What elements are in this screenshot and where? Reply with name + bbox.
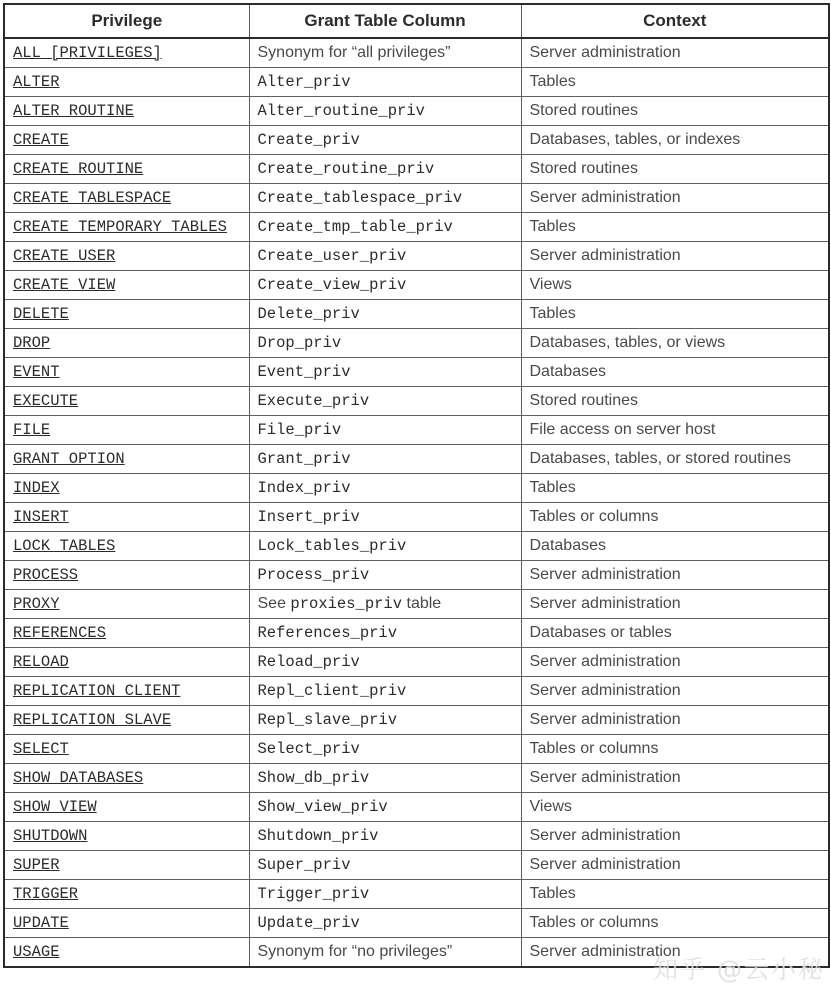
privilege-cell <box>4 561 249 590</box>
table-row <box>4 619 829 648</box>
privilege-cell <box>4 590 249 619</box>
privilege-link[interactable]: EVENT <box>13 363 60 381</box>
table-row <box>4 387 829 416</box>
table-row <box>4 590 829 619</box>
privilege-link[interactable]: SHOW DATABASES <box>13 769 144 787</box>
grant-cell <box>249 532 521 561</box>
grant-cell <box>249 184 521 213</box>
table-row <box>4 242 829 271</box>
context-cell: Server administration <box>521 561 829 590</box>
grant-cell <box>249 300 521 329</box>
context-cell: Server administration <box>521 706 829 735</box>
grant-cell <box>249 851 521 880</box>
privilege-link[interactable]: DELETE <box>13 305 69 323</box>
context-cell: Stored routines <box>521 387 829 416</box>
grant-code-text: Repl_client_priv <box>257 682 407 700</box>
context-cell: Tables <box>521 880 829 909</box>
privilege-cell <box>4 648 249 677</box>
table-row <box>4 938 829 968</box>
grant-cell <box>249 822 521 851</box>
grant-code-text: Super_priv <box>257 856 351 874</box>
table-row <box>4 445 829 474</box>
privilege-cell <box>4 474 249 503</box>
grant-cell <box>249 126 521 155</box>
privilege-link[interactable]: PROXY <box>13 595 60 613</box>
table-header <box>4 4 829 38</box>
grant-code-text: Alter_routine_priv <box>257 102 425 120</box>
grant-cell <box>249 38 521 68</box>
context-cell: Databases, tables, or indexes <box>521 126 829 155</box>
privilege-cell <box>4 358 249 387</box>
table-row <box>4 155 829 184</box>
privilege-cell <box>4 445 249 474</box>
grant-cell <box>249 242 521 271</box>
table-row <box>4 126 829 155</box>
grant-plain-text: Synonym for “all privileges” <box>257 44 451 61</box>
grant-cell <box>249 648 521 677</box>
context-cell: Stored routines <box>521 97 829 126</box>
grant-code-text: Show_db_priv <box>257 769 370 787</box>
grant-code-text: Create_tmp_table_priv <box>257 218 453 236</box>
grant-code-text: Create_routine_priv <box>257 160 435 178</box>
context-cell: Server administration <box>521 851 829 880</box>
table-row <box>4 851 829 880</box>
privilege-cell <box>4 735 249 764</box>
privilege-cell <box>4 38 249 68</box>
grant-code-text: Reload_priv <box>257 653 360 671</box>
context-cell: Views <box>521 271 829 300</box>
grant-code-text: Update_priv <box>257 914 360 932</box>
privilege-link[interactable]: SELECT <box>13 740 69 758</box>
table-row <box>4 909 829 938</box>
grant-cell <box>249 387 521 416</box>
grant-cell <box>249 213 521 242</box>
context-cell: Server administration <box>521 38 829 68</box>
privilege-cell <box>4 706 249 735</box>
grant-code-text: Trigger_priv <box>257 885 370 903</box>
context-cell: Tables or columns <box>521 909 829 938</box>
privilege-cell <box>4 213 249 242</box>
grant-cell <box>249 503 521 532</box>
grant-code-text: Event_priv <box>257 363 351 381</box>
privilege-cell <box>4 822 249 851</box>
grant-cell <box>249 68 521 97</box>
grant-cell <box>249 474 521 503</box>
privilege-cell <box>4 271 249 300</box>
privilege-link[interactable]: USAGE <box>13 943 60 961</box>
grant-cell <box>249 155 521 184</box>
grant-cell <box>249 880 521 909</box>
privilege-link[interactable]: ALTER ROUTINE <box>13 102 134 120</box>
grant-code-text: Create_user_priv <box>257 247 407 265</box>
grant-code-text: Lock_tables_priv <box>257 537 407 555</box>
context-cell: Tables <box>521 474 829 503</box>
context-cell: File access on server host <box>521 416 829 445</box>
privilege-cell <box>4 503 249 532</box>
table-row <box>4 97 829 126</box>
privilege-cell <box>4 880 249 909</box>
privilege-link[interactable]: CREATE USER <box>13 247 116 265</box>
grant-cell <box>249 909 521 938</box>
table-row <box>4 793 829 822</box>
table-row <box>4 735 829 764</box>
table-row <box>4 358 829 387</box>
grant-cell <box>249 938 521 968</box>
table-row <box>4 213 829 242</box>
grant-code-text: Insert_priv <box>257 508 360 526</box>
header-grant-table-column: Grant Table Column <box>249 4 521 38</box>
context-cell: Server administration <box>521 590 829 619</box>
privilege-link[interactable]: CREATE VIEW <box>13 276 116 294</box>
privilege-cell <box>4 300 249 329</box>
privilege-link[interactable]: FILE <box>13 421 51 439</box>
privilege-link[interactable]: SHUTDOWN <box>13 827 88 845</box>
privilege-link[interactable]: RELOAD <box>13 653 69 671</box>
grant-plain-text: Synonym for “no privileges” <box>257 943 453 960</box>
table-row <box>4 822 829 851</box>
grant-cell <box>249 764 521 793</box>
privilege-link[interactable]: LOCK TABLES <box>13 537 116 555</box>
watermark: 知乎 @云小秘 <box>653 955 825 984</box>
table-row <box>4 503 829 532</box>
table-row <box>4 300 829 329</box>
grant-code-text: Process_priv <box>257 566 370 584</box>
grant-code-text: proxies_priv <box>290 595 403 613</box>
table-row <box>4 68 829 97</box>
context-cell: Server administration <box>521 184 829 213</box>
privilege-cell <box>4 126 249 155</box>
grant-code-text: Shutdown_priv <box>257 827 379 845</box>
context-cell: Server administration <box>521 764 829 793</box>
privilege-cell <box>4 329 249 358</box>
grant-cell <box>249 561 521 590</box>
table-row <box>4 706 829 735</box>
table-row <box>4 38 829 68</box>
table-row <box>4 474 829 503</box>
context-cell: Databases, tables, or stored routines <box>521 445 829 474</box>
grant-code-text: Select_priv <box>257 740 360 758</box>
grant-cell <box>249 445 521 474</box>
grant-cell <box>249 735 521 764</box>
table-body <box>4 38 829 967</box>
privilege-link[interactable]: SHOW VIEW <box>13 798 97 816</box>
privilege-cell <box>4 619 249 648</box>
context-cell: Server administration <box>521 242 829 271</box>
grant-code-text: File_priv <box>257 421 342 439</box>
header-context: Context <box>521 4 829 38</box>
privilege-link[interactable]: REFERENCES <box>13 624 107 642</box>
grant-cell <box>249 677 521 706</box>
context-cell: Databases <box>521 532 829 561</box>
grant-cell <box>249 358 521 387</box>
context-cell: Tables <box>521 300 829 329</box>
privilege-link[interactable]: ALTER <box>13 73 60 91</box>
grant-code-text: References_priv <box>257 624 398 642</box>
context-cell: Views <box>521 793 829 822</box>
context-cell: Tables or columns <box>521 735 829 764</box>
privilege-cell <box>4 68 249 97</box>
table-row <box>4 561 829 590</box>
context-cell: Stored routines <box>521 155 829 184</box>
context-cell: Server administration <box>521 677 829 706</box>
grant-plain-text: See <box>257 595 291 612</box>
context-cell: Tables or columns <box>521 503 829 532</box>
privilege-link[interactable]: CREATE TEMPORARY TABLES <box>13 218 227 236</box>
privilege-cell <box>4 909 249 938</box>
table-row <box>4 184 829 213</box>
grant-code-text: Index_priv <box>257 479 351 497</box>
grant-cell <box>249 271 521 300</box>
grant-code-text: Drop_priv <box>257 334 342 352</box>
privilege-link[interactable]: INSERT <box>13 508 69 526</box>
privilege-link[interactable]: ALL [PRIVILEGES] <box>13 44 162 62</box>
privilege-link[interactable]: CREATE ROUTINE <box>13 160 144 178</box>
context-cell: Tables <box>521 213 829 242</box>
privilege-cell <box>4 387 249 416</box>
privilege-link[interactable]: SUPER <box>13 856 60 874</box>
privilege-cell <box>4 677 249 706</box>
grant-cell <box>249 619 521 648</box>
grant-cell <box>249 590 521 619</box>
context-cell: Databases, tables, or views <box>521 329 829 358</box>
privilege-cell <box>4 184 249 213</box>
privilege-link[interactable]: CREATE <box>13 131 69 149</box>
privilege-link[interactable]: UPDATE <box>13 914 69 932</box>
privileges-table <box>3 3 830 968</box>
privilege-link[interactable]: INDEX <box>13 479 60 497</box>
context-cell: Server administration <box>521 938 829 968</box>
grant-code-text: Create_priv <box>257 131 360 149</box>
table-row <box>4 764 829 793</box>
privilege-cell <box>4 851 249 880</box>
grant-code-text: Execute_priv <box>257 392 370 410</box>
privilege-link[interactable]: PROCESS <box>13 566 79 584</box>
privilege-cell <box>4 938 249 968</box>
privilege-cell <box>4 532 249 561</box>
privilege-link[interactable]: TRIGGER <box>13 885 79 903</box>
privilege-cell <box>4 242 249 271</box>
table-row <box>4 329 829 358</box>
privilege-link[interactable]: REPLICATION SLAVE <box>13 711 172 729</box>
privilege-link[interactable]: DROP <box>13 334 51 352</box>
privilege-cell <box>4 764 249 793</box>
grant-code-text: Create_view_priv <box>257 276 407 294</box>
context-cell: Databases or tables <box>521 619 829 648</box>
privilege-link[interactable]: GRANT OPTION <box>13 450 125 468</box>
grant-code-text: Show_view_priv <box>257 798 388 816</box>
privilege-cell <box>4 97 249 126</box>
grant-code-text: Repl_slave_priv <box>257 711 398 729</box>
privilege-cell <box>4 155 249 184</box>
grant-code-text: Create_tablespace_priv <box>257 189 463 207</box>
privilege-link[interactable]: CREATE TABLESPACE <box>13 189 172 207</box>
grant-plain-text: table <box>402 595 442 612</box>
context-cell: Tables <box>521 68 829 97</box>
table-row <box>4 880 829 909</box>
table-row <box>4 532 829 561</box>
header-row <box>4 4 829 38</box>
privilege-link[interactable]: EXECUTE <box>13 392 79 410</box>
header-privilege: Privilege <box>4 4 249 38</box>
context-cell: Databases <box>521 358 829 387</box>
grant-code-text: Delete_priv <box>257 305 360 323</box>
table-row <box>4 677 829 706</box>
table-row <box>4 416 829 445</box>
grant-cell <box>249 706 521 735</box>
grant-cell <box>249 329 521 358</box>
privilege-cell <box>4 793 249 822</box>
grant-cell <box>249 793 521 822</box>
grant-cell <box>249 97 521 126</box>
table-row <box>4 271 829 300</box>
grant-code-text: Grant_priv <box>257 450 351 468</box>
grant-code-text: Alter_priv <box>257 73 351 91</box>
table-row <box>4 648 829 677</box>
privilege-cell <box>4 416 249 445</box>
context-cell: Server administration <box>521 648 829 677</box>
grant-cell <box>249 416 521 445</box>
privilege-link[interactable]: REPLICATION CLIENT <box>13 682 181 700</box>
context-cell: Server administration <box>521 822 829 851</box>
